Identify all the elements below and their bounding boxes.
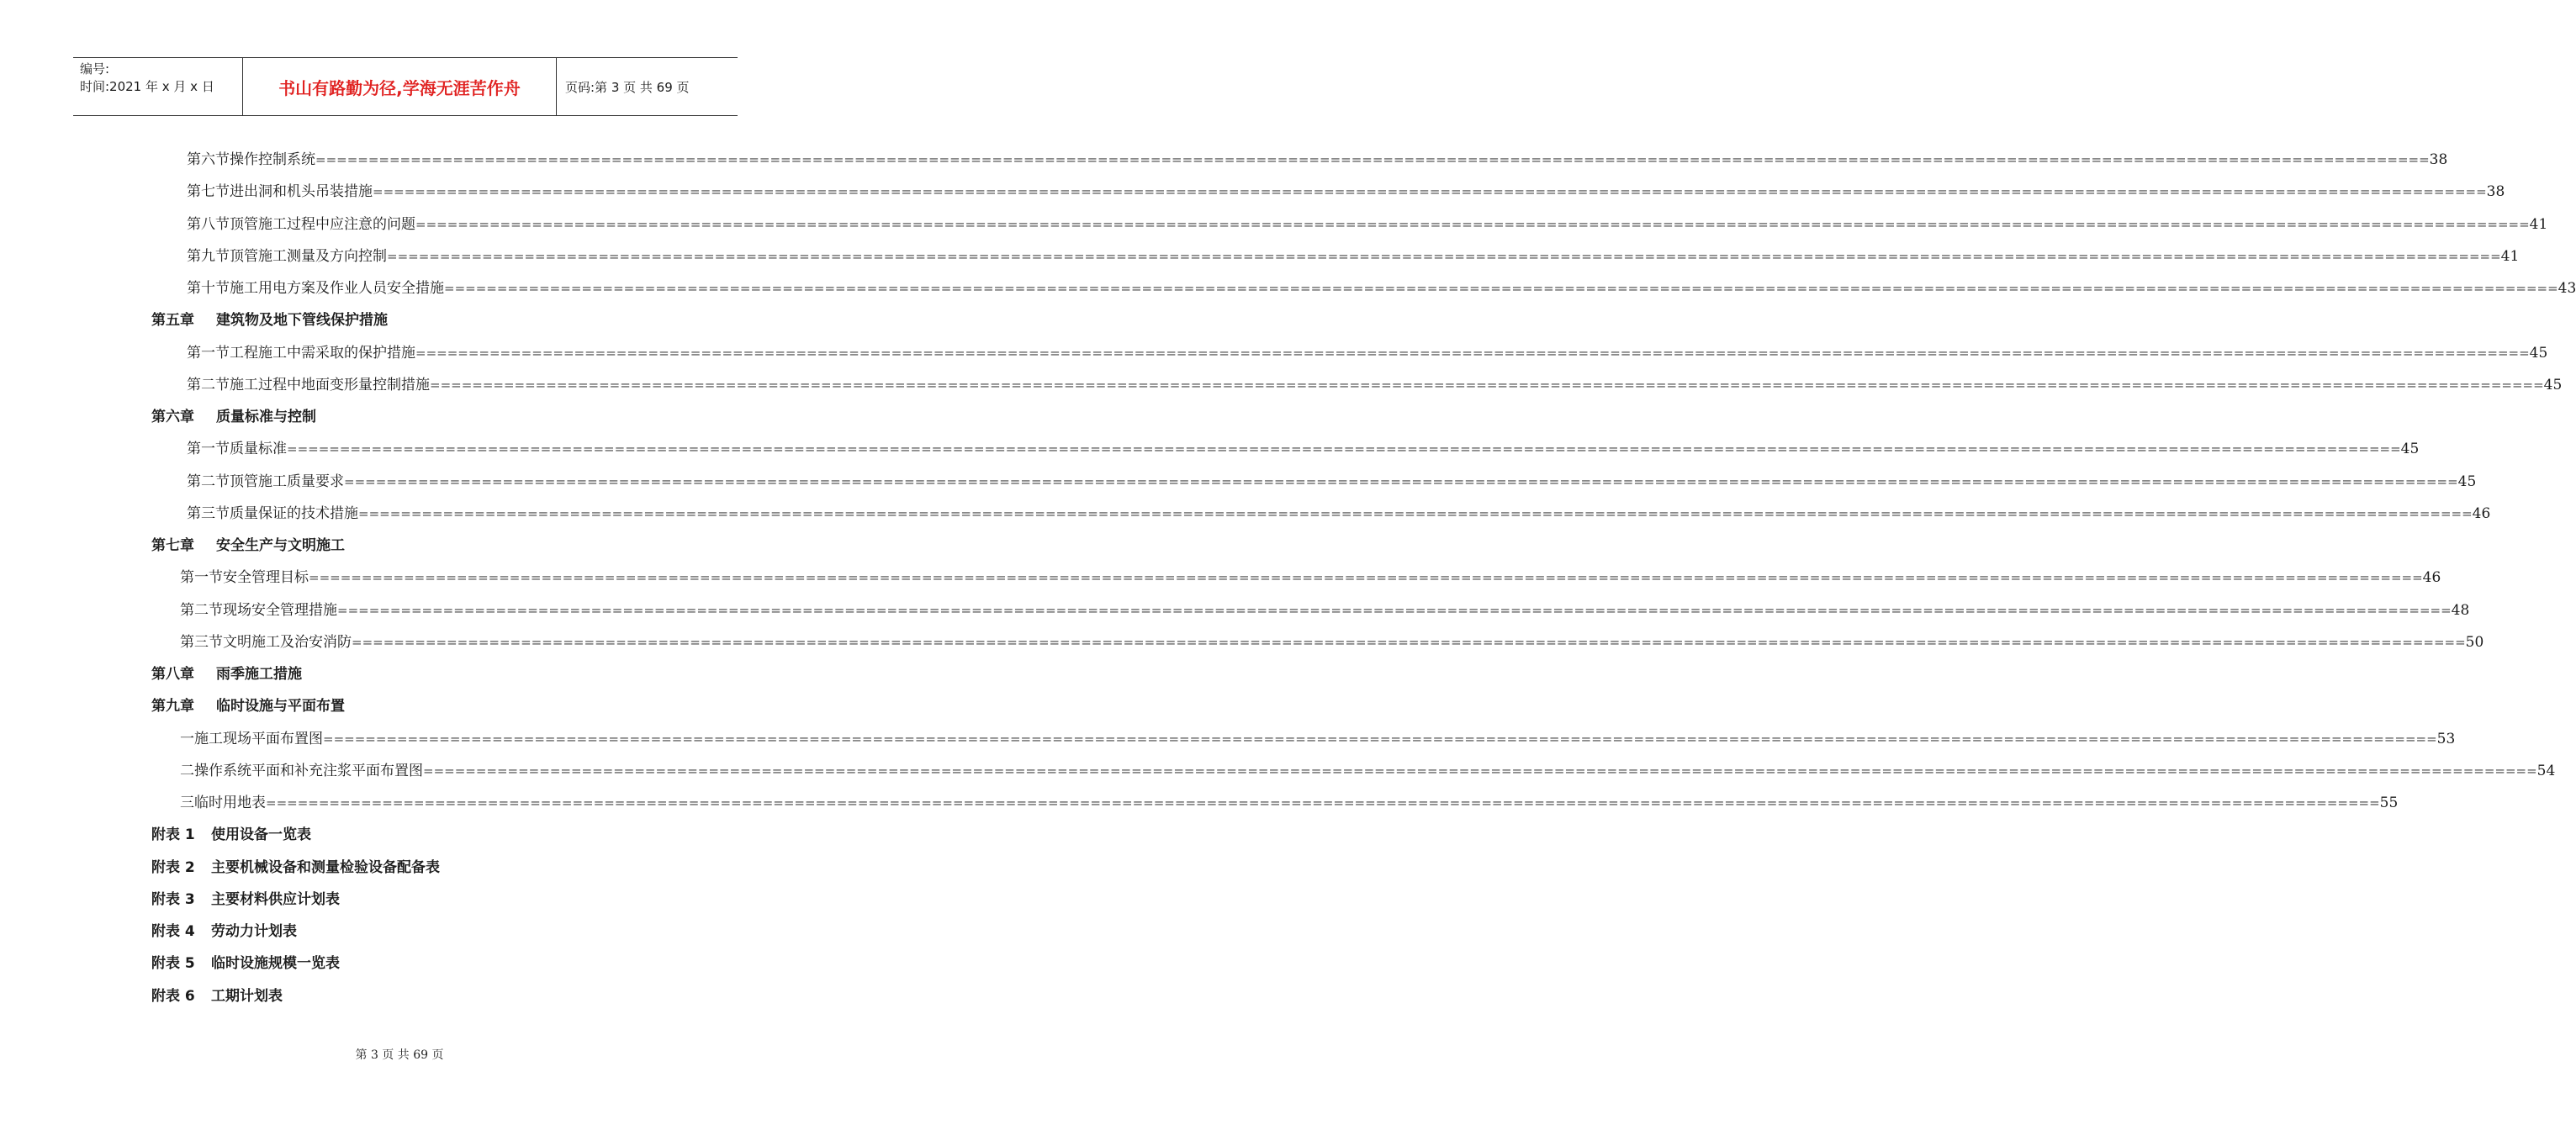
toc-page-number: 45 — [2529, 344, 2548, 362]
toc-title: 临时用地表 — [194, 795, 266, 811]
toc-leader: ======================================================================================================================================================================================================== — [423, 763, 2537, 779]
toc-chapter-row — [151, 401, 316, 433]
time-label: 时间:2021 年 x 月 x 日 — [80, 79, 214, 94]
toc-number: 第一节 — [180, 569, 223, 587]
toc-leader: ======================================================================================================================================================================================================== — [337, 602, 2452, 618]
toc-page-number: 45 — [2543, 376, 2563, 393]
toc-title: 现场安全管理措施 — [223, 601, 337, 619]
toc-leader: ======================================================================================================================================================================================================== — [444, 281, 2558, 296]
header-motto: 书山有路勤为径,学海无涯苦作舟 — [242, 58, 557, 115]
toc-appendix-row — [151, 980, 283, 1012]
toc-page-number: 41 — [2500, 247, 2520, 265]
toc-title: 施工现场平面布置图 — [194, 730, 323, 747]
toc-number: 第三节 — [187, 504, 230, 522]
toc-section-row — [187, 466, 2477, 498]
toc-leader: ======================================================================================================================================================================================================== — [373, 184, 2487, 200]
toc-number: 第七节 — [187, 183, 230, 201]
toc-section-row — [187, 337, 2548, 369]
toc-leader: ======================================================================================================================================================================================================== — [344, 473, 2458, 489]
toc-title: 质量标准 — [230, 441, 287, 458]
toc-number: 第二节 — [187, 376, 230, 393]
toc-number: 三 — [180, 795, 194, 811]
toc-appendix-row — [151, 852, 440, 884]
toc-number: 第十节 — [187, 280, 230, 297]
header-page-info: 页码:第 3 页 共 69 页 — [565, 79, 690, 95]
toc-title: 雨季施工措施 — [216, 666, 302, 683]
toc-page-number: 43 — [2557, 280, 2576, 297]
toc-title: 工程施工中需采取的保护措施 — [230, 344, 415, 362]
toc-number: 第三节 — [180, 633, 223, 651]
page-footer: 第 3 页 共 69 页 — [355, 1048, 444, 1062]
toc-title: 顶管施工测量及方向控制 — [230, 247, 387, 265]
toc-title: 临时设施规模一览表 — [211, 955, 340, 973]
toc-section-row — [187, 209, 2548, 240]
toc-page-number: 55 — [2379, 795, 2399, 811]
toc-appendix-row — [151, 819, 311, 851]
toc-title: 安全生产与文明施工 — [216, 537, 345, 554]
toc-leader: ======================================================================================================================================================================================================== — [266, 795, 2380, 811]
toc-section-row — [180, 787, 2399, 819]
toc-chapter-row — [151, 690, 345, 722]
toc-number: 第八章 — [151, 666, 194, 683]
toc-appendix-row — [151, 916, 297, 948]
toc-number: 第一节 — [187, 441, 230, 458]
toc-title: 顶管施工质量要求 — [230, 473, 344, 490]
toc-title: 质量保证的技术措施 — [230, 504, 358, 522]
toc-number: 第六节 — [187, 151, 230, 168]
toc-leader: ======================================================================================================================================================================================================== — [309, 570, 2423, 586]
toc-number: 附表 6 — [151, 987, 195, 1005]
toc-appendix-row — [151, 948, 340, 980]
toc-appendix-row — [151, 884, 340, 916]
toc-number: 第六章 — [151, 409, 194, 425]
toc-page-number: 45 — [2457, 473, 2477, 490]
toc-section-row — [187, 240, 2520, 272]
toc-leader: ======================================================================================================================================================================================================== — [358, 505, 2473, 521]
toc-title: 施工过程中地面变形量控制措施 — [230, 376, 430, 393]
toc-page-number: 50 — [2465, 633, 2484, 651]
toc-chapter-row — [151, 658, 302, 690]
header-meta — [73, 58, 242, 115]
toc-number: 第七章 — [151, 537, 194, 554]
code-label: 编号: — [80, 61, 110, 77]
toc-leader: ======================================================================================================================================================================================================== — [352, 634, 2466, 650]
toc-leader: ======================================================================================================================================================================================================== — [430, 377, 2544, 393]
toc-section-row — [187, 498, 2491, 530]
toc-leader: ======================================================================================================================================================================================================== — [387, 248, 2501, 264]
toc-leader: ======================================================================================================================================================================================================== — [415, 345, 2530, 361]
toc-number: 附表 1 — [151, 826, 195, 844]
toc-title: 工期计划表 — [211, 987, 283, 1005]
toc-title: 建筑物及地下管线保护措施 — [216, 312, 388, 330]
toc-title: 文明施工及治安消防 — [223, 633, 352, 651]
toc-section-row — [187, 272, 2576, 304]
toc-leader: ======================================================================================================================================================================================================== — [315, 152, 2430, 167]
toc-leader: ======================================================================================================================================================================================================== — [323, 731, 2437, 747]
toc-title: 使用设备一览表 — [211, 826, 311, 844]
toc-number: 一 — [180, 730, 194, 747]
toc-section-row — [180, 626, 2484, 658]
toc-page-number: 46 — [2472, 504, 2491, 522]
toc-title: 临时设施与平面布置 — [216, 698, 345, 715]
toc-number: 附表 4 — [151, 923, 195, 940]
toc-section-row — [187, 369, 2563, 401]
toc-page-number: 48 — [2451, 601, 2470, 619]
toc-page-number: 54 — [2536, 762, 2556, 779]
toc-title: 劳动力计划表 — [211, 923, 297, 940]
toc-section-row — [180, 562, 2441, 594]
toc-number: 第一节 — [187, 344, 230, 362]
toc-number: 附表 5 — [151, 955, 195, 973]
toc-chapter-row — [151, 530, 345, 562]
toc-number: 第五章 — [151, 312, 194, 330]
toc-title: 顶管施工过程中应注意的问题 — [230, 215, 415, 233]
toc-title: 操作控制系统 — [230, 151, 315, 168]
toc-section-row — [180, 723, 2456, 755]
toc-title: 质量标准与控制 — [216, 409, 316, 425]
toc-leader: ======================================================================================================================================================================================================== — [415, 216, 2530, 232]
toc-title: 进出洞和机头吊装措施 — [230, 183, 373, 201]
toc-number: 第九节 — [187, 247, 230, 265]
toc-number: 附表 2 — [151, 858, 195, 876]
toc-number: 附表 3 — [151, 890, 195, 908]
toc-number: 第二节 — [180, 601, 223, 619]
header-table — [73, 57, 738, 116]
toc-section-row — [187, 144, 2448, 176]
toc-page-number: 41 — [2529, 215, 2548, 233]
toc-title: 施工用电方案及作业人员安全措施 — [230, 280, 444, 297]
toc-page-number: 45 — [2400, 441, 2420, 458]
toc-page-number: 38 — [2429, 151, 2448, 168]
toc-number: 第八节 — [187, 215, 230, 233]
toc-number: 第九章 — [151, 698, 194, 715]
toc-page-number: 38 — [2486, 183, 2505, 201]
toc-chapter-row — [151, 304, 388, 336]
toc-title: 主要机械设备和测量检验设备配备表 — [211, 858, 440, 876]
toc-page-number: 46 — [2422, 569, 2441, 587]
toc-page-number: 53 — [2436, 730, 2456, 747]
toc-number: 第二节 — [187, 473, 230, 490]
toc-section-row — [180, 755, 2556, 787]
toc-section-row — [180, 594, 2470, 626]
toc-title: 主要材料供应计划表 — [211, 890, 340, 908]
toc-title: 安全管理目标 — [223, 569, 309, 587]
toc-section-row — [187, 176, 2505, 208]
toc-number: 二 — [180, 762, 194, 779]
toc-title: 操作系统平面和补充注浆平面布置图 — [194, 762, 423, 779]
toc-leader: ======================================================================================================================================================================================================== — [287, 441, 2401, 457]
toc-section-row — [187, 433, 2420, 465]
